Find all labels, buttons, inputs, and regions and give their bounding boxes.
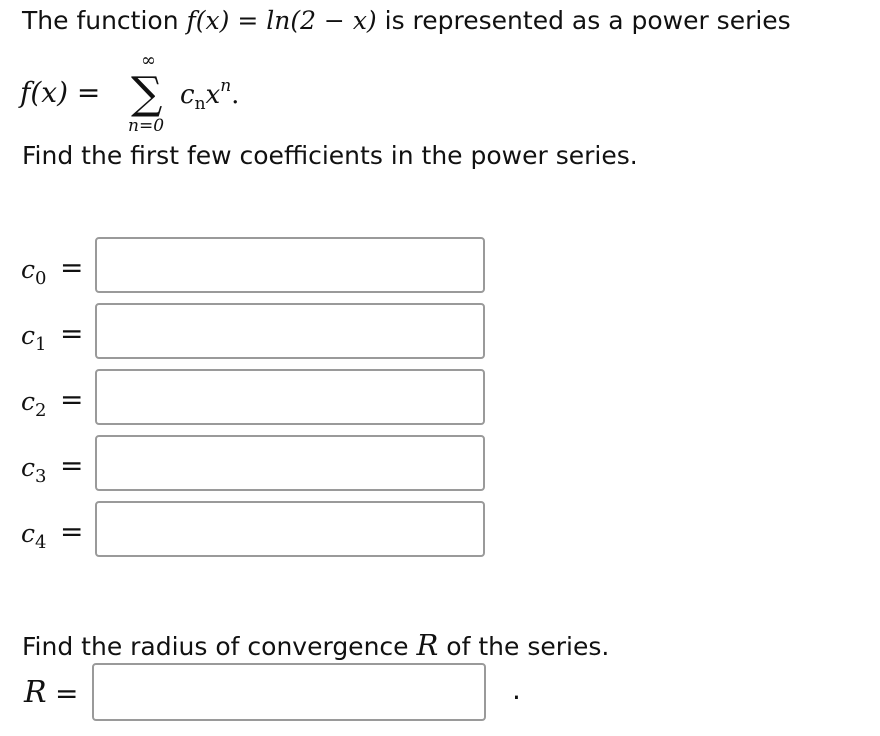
coefficient-row-c0 bbox=[0, 237, 880, 299]
coefficients-instruction: Find the first few coefficients in the power series. bbox=[22, 141, 638, 170]
term-variable: x bbox=[205, 80, 221, 110]
term-index: n bbox=[194, 94, 206, 114]
equals-sign: = bbox=[60, 515, 84, 548]
equals-sign: = bbox=[60, 251, 84, 284]
coefficient-symbol: c bbox=[21, 387, 36, 416]
function-expression: f(x) = ln(2 − x) bbox=[186, 6, 377, 35]
coefficient-row-c4 bbox=[0, 501, 880, 563]
coefficient-label bbox=[21, 321, 46, 355]
coefficient-symbol: c bbox=[21, 519, 36, 548]
radius-label: R bbox=[24, 675, 47, 710]
c0-answer-input[interactable] bbox=[95, 237, 485, 293]
coefficient-symbol: c bbox=[21, 321, 36, 350]
coefficient-label bbox=[21, 387, 46, 421]
series-term bbox=[180, 76, 239, 114]
problem-statement-line bbox=[22, 6, 791, 35]
coefficient-index: 1 bbox=[35, 334, 47, 355]
coefficient-row-c2 bbox=[0, 369, 880, 431]
radius-instruction bbox=[22, 628, 609, 662]
coefficient-row-c3 bbox=[0, 435, 880, 497]
radius-symbol-inline: R bbox=[416, 628, 439, 662]
c1-answer-input[interactable] bbox=[95, 303, 485, 359]
coefficient-label bbox=[21, 255, 46, 289]
equals-sign: = bbox=[60, 317, 84, 350]
coefficient-label bbox=[21, 519, 46, 553]
trailing-period: . bbox=[512, 673, 521, 706]
coefficient-label bbox=[21, 453, 46, 487]
equals-sign: = bbox=[60, 449, 84, 482]
coefficient-symbol: c bbox=[21, 255, 36, 284]
coefficient-index: 2 bbox=[35, 400, 47, 421]
coefficient-index: 0 bbox=[35, 268, 47, 289]
radius-instruction-before: Find the radius of convergence bbox=[22, 632, 409, 661]
series-lhs: f(x) = bbox=[20, 76, 101, 109]
sigma-upper-limit: ∞ bbox=[141, 50, 156, 71]
coefficient-symbol: c bbox=[21, 453, 36, 482]
equals-sign: = bbox=[60, 383, 84, 416]
radius-instruction-after: of the series. bbox=[446, 632, 610, 661]
intro-suffix: is represented as a power series bbox=[384, 6, 791, 35]
coefficient-index: 4 bbox=[35, 532, 47, 553]
c3-answer-input[interactable] bbox=[95, 435, 485, 491]
term-period: . bbox=[231, 80, 240, 110]
equals-sign: = bbox=[55, 677, 79, 710]
coefficient-row-c1 bbox=[0, 303, 880, 365]
coefficient-index: 3 bbox=[35, 466, 47, 487]
term-coefficient: c bbox=[180, 80, 195, 110]
radius-row bbox=[0, 663, 880, 725]
term-exponent: n bbox=[220, 76, 232, 96]
c4-answer-input[interactable] bbox=[95, 501, 485, 557]
intro-text: The function bbox=[22, 6, 179, 35]
power-series-formula bbox=[20, 50, 320, 140]
radius-answer-input[interactable] bbox=[92, 663, 486, 721]
sigma-lower-limit: n=0 bbox=[128, 116, 165, 136]
sigma-symbol: ∑ bbox=[131, 68, 163, 119]
c2-answer-input[interactable] bbox=[95, 369, 485, 425]
